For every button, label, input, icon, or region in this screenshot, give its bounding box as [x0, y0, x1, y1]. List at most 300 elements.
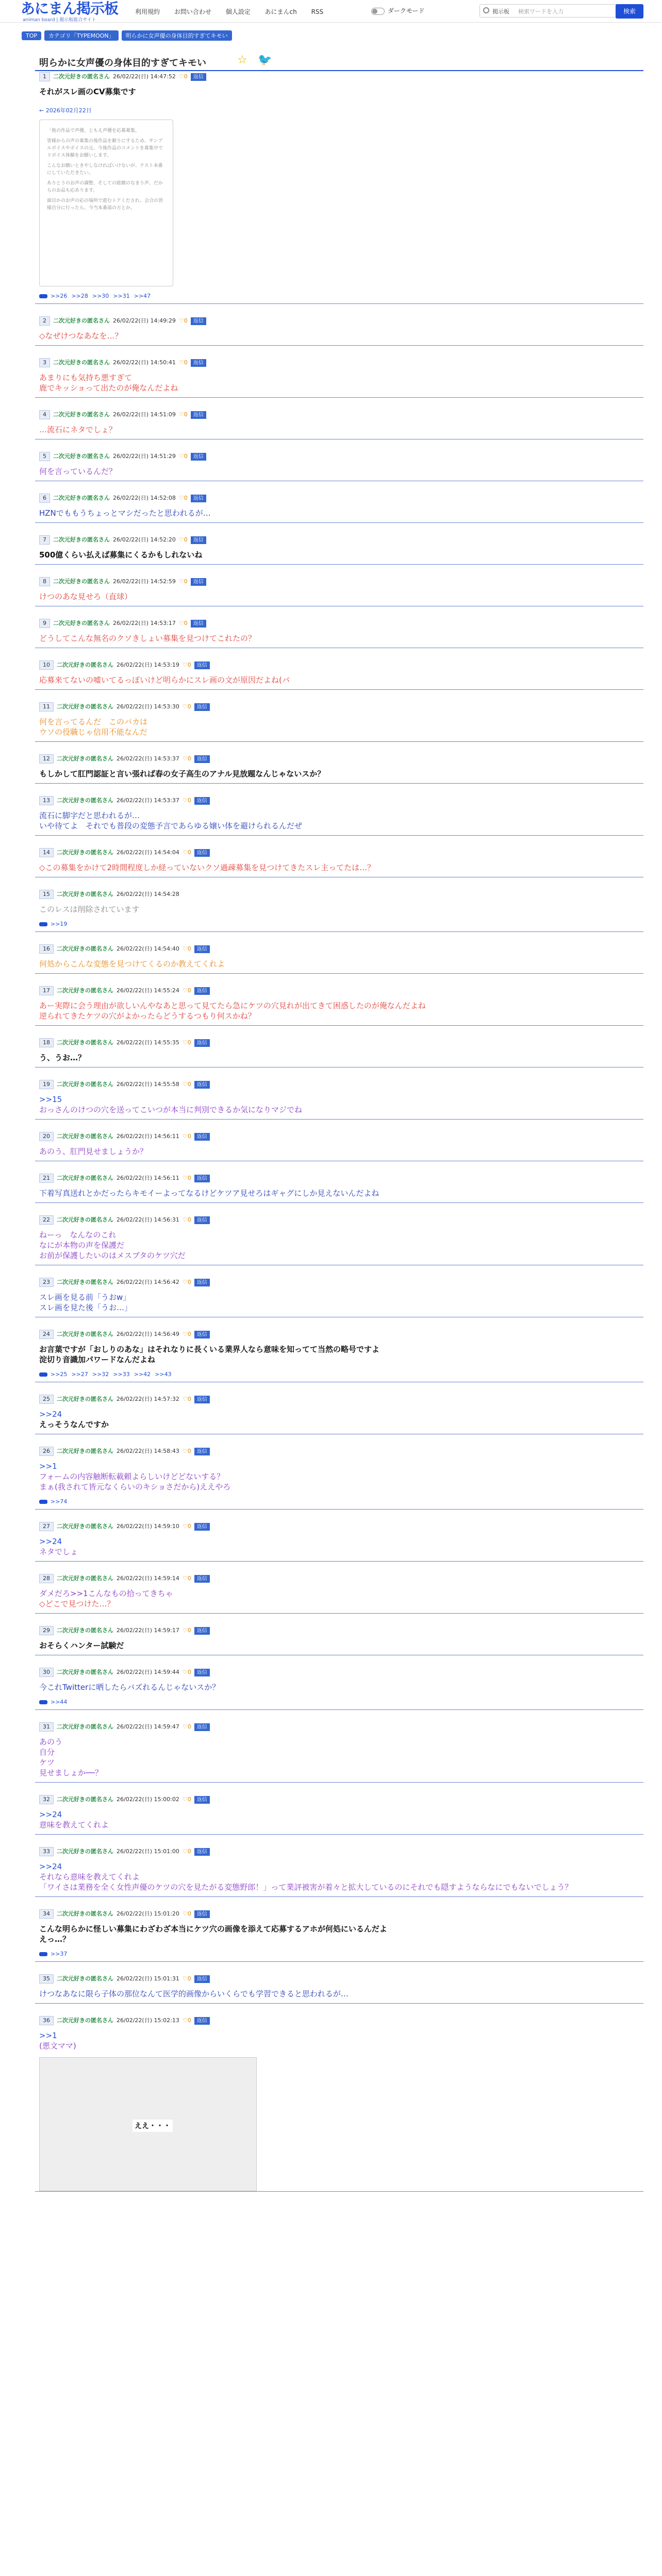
- good-count[interactable]: [183, 755, 191, 762]
- toggle-switch-icon[interactable]: [371, 8, 385, 15]
- poster-name: 二次元好きの匿名さん: [57, 987, 113, 994]
- post-body: [35, 859, 643, 877]
- heart-icon: ♡: [182, 755, 188, 762]
- post-number[interactable]: 30: [39, 1668, 54, 1677]
- post-number[interactable]: 8: [39, 577, 50, 586]
- post-header: [35, 493, 643, 505]
- post-number[interactable]: 15: [39, 890, 54, 899]
- reply-link[interactable]: >>37: [51, 1951, 68, 1957]
- heart-icon: ♡: [182, 1279, 188, 1285]
- reply-button[interactable]: 返信: [194, 1175, 210, 1182]
- post-line: 「ワイさは業務を全く女性声優のケツの穴を見たがる変態野郎！」って業評被害が着々と拡大しているのにそれでも隠すようならなにでもないでしょう？: [39, 1883, 573, 1892]
- good-count[interactable]: [183, 797, 191, 804]
- good-count[interactable]: [183, 1133, 191, 1140]
- heart-icon: ♡: [182, 1175, 188, 1181]
- post: [35, 1846, 643, 1897]
- good-count[interactable]: [179, 359, 188, 366]
- post-header: [35, 2015, 643, 2027]
- reply-button[interactable]: 返信: [194, 1331, 210, 1338]
- good-count[interactable]: [179, 453, 188, 460]
- nav-contact[interactable]: お問い合わせ: [174, 8, 211, 15]
- search-input[interactable]: 検索ワードを入力: [518, 8, 564, 15]
- good-count[interactable]: [183, 1669, 191, 1675]
- post-date: 26/02/22(日) 14:59:10: [117, 1523, 179, 1530]
- post-number[interactable]: 12: [39, 754, 54, 764]
- good-count[interactable]: [183, 1216, 191, 1223]
- post-date: 26/02/22(日) 14:57:32: [117, 1396, 179, 1402]
- poster-name: 二次元好きの匿名さん: [57, 1331, 113, 1337]
- post: [35, 576, 643, 606]
- post-number[interactable]: 25: [39, 1395, 54, 1404]
- post: [35, 1037, 643, 1067]
- nav-animanch[interactable]: あにまんch: [264, 8, 297, 15]
- reply-button[interactable]: 返信: [194, 2017, 210, 2025]
- good-value: 0: [184, 578, 188, 585]
- good-count[interactable]: [183, 1523, 191, 1530]
- post-number[interactable]: 33: [39, 1847, 54, 1856]
- reply-link[interactable]: >>31: [113, 293, 130, 299]
- post-line: ◇なぜけつなあなを…？: [39, 331, 123, 341]
- post-header: [35, 1037, 643, 1049]
- post-date: 26/02/22(日) 14:47:52: [113, 73, 176, 80]
- poster-name: 二次元好きの匿名さん: [57, 891, 113, 897]
- good-count[interactable]: [183, 849, 191, 856]
- good-count[interactable]: [183, 1575, 191, 1582]
- nav-rss[interactable]: RSS: [311, 8, 324, 15]
- site-logo-subtitle: animan board | 掲示板総合サイト: [23, 18, 96, 23]
- post-line: ◇どこで見つけた…？: [39, 1599, 115, 1608]
- post-body: [35, 1806, 643, 1834]
- post: [35, 1131, 643, 1161]
- reply-link[interactable]: >>30: [92, 293, 109, 299]
- reply-button[interactable]: 返信: [191, 495, 206, 502]
- good-count[interactable]: [183, 1448, 191, 1454]
- post-header: [35, 1625, 643, 1637]
- reply-link[interactable]: >>33: [113, 1371, 130, 1378]
- post-body: [35, 1986, 643, 2003]
- good-count[interactable]: [179, 73, 188, 80]
- post-number[interactable]: 35: [39, 1974, 54, 1984]
- embed-date[interactable]: ← 2026年02月22日: [39, 107, 92, 114]
- reply-arrow-icon: [39, 1372, 47, 1377]
- good-value: 0: [187, 755, 191, 762]
- reply-arrow-icon: [39, 294, 47, 298]
- post-line: スレ画を見た後「うお…」: [39, 1303, 133, 1312]
- good-count[interactable]: [183, 1396, 191, 1402]
- post-body: [35, 766, 643, 783]
- post: [35, 985, 643, 1026]
- good-count[interactable]: [179, 317, 188, 324]
- post-number[interactable]: 24: [39, 1330, 54, 1339]
- reply-button[interactable]: 返信: [191, 317, 206, 325]
- poster-name: 二次元好きの匿名さん: [57, 1975, 113, 1982]
- post-number[interactable]: 3: [39, 358, 50, 367]
- poster-name: 二次元好きの匿名さん: [53, 411, 110, 418]
- post-line: あまりにも気持ち悪すぎて: [39, 373, 133, 382]
- post-body: [35, 328, 643, 345]
- post-number[interactable]: 13: [39, 796, 54, 805]
- post: [35, 1277, 643, 1317]
- post-header: [35, 1973, 643, 1986]
- post-date: 26/02/22(日) 14:59:14: [117, 1575, 179, 1582]
- site-logo[interactable]: あにまん掲示板: [21, 0, 119, 17]
- post-date: 26/02/22(日) 14:59:47: [117, 1723, 179, 1730]
- reply-button[interactable]: 返信: [191, 536, 206, 544]
- good-count[interactable]: [183, 703, 191, 710]
- post-number[interactable]: 21: [39, 1174, 54, 1183]
- post-date: 26/02/22(日) 14:58:43: [117, 1448, 179, 1454]
- good-value: 0: [184, 359, 188, 366]
- good-count[interactable]: [179, 495, 188, 501]
- post-number[interactable]: 9: [39, 619, 50, 628]
- post-number[interactable]: 28: [39, 1574, 54, 1583]
- reply-button[interactable]: 返信: [191, 359, 206, 367]
- breadcrumb-thread[interactable]: 明らかに女声優の身体目的すぎてキモい: [122, 30, 232, 41]
- post-line: 何処からこんな変態を見つけてくるのか教えてくれよ: [39, 959, 225, 969]
- post-body: [35, 463, 643, 481]
- reply-button[interactable]: 返信: [194, 1848, 210, 1856]
- search-button[interactable]: 検索: [616, 4, 643, 19]
- poster-name: 二次元好きの匿名さん: [57, 945, 113, 952]
- post-number[interactable]: 23: [39, 1278, 54, 1287]
- post-number[interactable]: 7: [39, 535, 50, 545]
- good-count[interactable]: [183, 1331, 191, 1337]
- post-number[interactable]: 36: [39, 2016, 54, 2025]
- heart-icon: ♡: [178, 317, 184, 324]
- post-number[interactable]: 17: [39, 986, 54, 995]
- post-header: [35, 1394, 643, 1406]
- reply-link[interactable]: >>25: [51, 1371, 68, 1378]
- good-count[interactable]: [183, 1723, 191, 1730]
- reply-button[interactable]: 返信: [194, 1669, 210, 1676]
- reply-button[interactable]: 返信: [194, 945, 210, 953]
- poster-name: 二次元好きの匿名さん: [53, 453, 110, 460]
- post-body: [35, 901, 643, 919]
- good-count[interactable]: [183, 987, 191, 994]
- reply-button[interactable]: 返信: [194, 1627, 210, 1635]
- post-line: もしかして肛門認証と言い張れば春の女子高生のアナル見放題なんじゃないスか？: [39, 769, 325, 778]
- good-count[interactable]: [179, 578, 188, 585]
- poster-name: 二次元好きの匿名さん: [57, 1039, 113, 1046]
- poster-name: 二次元好きの匿名さん: [57, 1669, 113, 1675]
- good-count[interactable]: [183, 2017, 191, 2024]
- post-number[interactable]: 18: [39, 1038, 54, 1047]
- search-box[interactable]: [479, 4, 629, 18]
- post-date: 26/02/22(日) 14:56:11: [117, 1175, 179, 1181]
- post-line[interactable]: >>15: [39, 1095, 62, 1104]
- good-count[interactable]: [183, 1796, 191, 1803]
- reply-button[interactable]: 返信: [194, 797, 210, 805]
- post-line: 自分: [39, 1748, 55, 1757]
- good-count[interactable]: [183, 1039, 191, 1046]
- post: [35, 1173, 643, 1203]
- reply-link[interactable]: >>47: [134, 293, 151, 299]
- good-value: 0: [187, 1279, 191, 1285]
- post-body: [35, 547, 643, 564]
- post-header: [35, 795, 643, 807]
- post-number[interactable]: 6: [39, 494, 50, 503]
- reply-button[interactable]: 返信: [194, 1216, 210, 1224]
- good-count[interactable]: [183, 1848, 191, 1855]
- good-value: 0: [187, 1848, 191, 1855]
- reply-button[interactable]: 返信: [194, 703, 210, 711]
- post-line: おそらくハンター試験だ: [39, 1641, 124, 1650]
- search-icon: [483, 7, 489, 13]
- good-count[interactable]: [179, 620, 188, 626]
- embed-line: 面目かのお声の応の場所で遊むトアくだされ、会合の皆様自分に行ったら、今当本番部の方とか。: [47, 198, 163, 211]
- heart-icon: ♡: [182, 1575, 188, 1582]
- reply-button[interactable]: 返信: [191, 411, 206, 419]
- breadcrumb: [22, 30, 235, 41]
- poster-name: 二次元好きの匿名さん: [57, 1627, 113, 1634]
- poster-name: 二次元好きの匿名さん: [57, 1396, 113, 1402]
- post: [35, 1794, 643, 1835]
- good-value: 0: [187, 1627, 191, 1634]
- post: [35, 1973, 643, 2004]
- post: [35, 1721, 643, 1783]
- good-value: 0: [187, 1175, 191, 1181]
- good-count[interactable]: [183, 1081, 191, 1088]
- breadcrumb-top[interactable]: TOP: [22, 31, 41, 40]
- good-count[interactable]: [183, 1627, 191, 1634]
- post-body: [35, 421, 643, 439]
- post-number[interactable]: 5: [39, 452, 50, 461]
- post-header: [35, 1846, 643, 1858]
- post-number[interactable]: 4: [39, 410, 50, 419]
- reply-link[interactable]: >>43: [155, 1371, 172, 1378]
- good-value: 0: [187, 1669, 191, 1675]
- post: [35, 357, 643, 398]
- heart-icon: ♡: [182, 1627, 188, 1634]
- thread-title-row: [35, 46, 643, 71]
- reply-button[interactable]: 返信: [194, 1039, 210, 1047]
- post: [35, 943, 643, 974]
- heart-icon: ♡: [178, 453, 184, 460]
- embedded-post-card[interactable]: [39, 120, 173, 286]
- post-header: [35, 889, 643, 901]
- nav-settings[interactable]: 個人設定: [225, 8, 251, 15]
- post-number[interactable]: 34: [39, 1909, 54, 1919]
- reply-button[interactable]: 返信: [191, 578, 206, 586]
- heart-icon: ♡: [182, 1216, 188, 1223]
- post-date: 26/02/22(日) 14:55:24: [117, 987, 179, 994]
- post-body: [35, 714, 643, 741]
- good-value: 0: [184, 536, 188, 543]
- good-count[interactable]: [183, 662, 191, 668]
- post-number[interactable]: 20: [39, 1132, 54, 1141]
- post-body: [35, 997, 643, 1025]
- good-value: 0: [184, 73, 188, 80]
- good-count[interactable]: [179, 411, 188, 418]
- post-line[interactable]: >>24: [39, 1810, 62, 1819]
- post: [35, 1214, 643, 1265]
- reply-button[interactable]: 返信: [194, 849, 210, 857]
- dark-mode-toggle[interactable]: [371, 6, 425, 15]
- poster-name: 二次元好きの匿名さん: [53, 620, 110, 626]
- post-image[interactable]: [39, 2057, 257, 2191]
- reply-button[interactable]: 返信: [194, 987, 210, 995]
- good-count[interactable]: [179, 536, 188, 543]
- post-header: [35, 534, 643, 547]
- search-scope[interactable]: 掲示板: [492, 8, 509, 15]
- good-count[interactable]: [183, 945, 191, 952]
- good-value: 0: [187, 1796, 191, 1803]
- reply-button[interactable]: 返信: [194, 1396, 210, 1403]
- reply-link[interactable]: >>32: [92, 1371, 109, 1378]
- heart-icon: ♡: [182, 849, 188, 856]
- post-line: 何を言っているんだ？: [39, 467, 117, 476]
- reply-link[interactable]: >>26: [51, 293, 68, 299]
- post-body: [35, 1406, 643, 1434]
- post-line: 下着写真送れとかだったらキモイーよってなるけどケツア見せろはギャグにしか見えないんだよね: [39, 1189, 379, 1198]
- reply-link[interactable]: >>74: [51, 1498, 68, 1505]
- reply-button[interactable]: 返信: [194, 1796, 210, 1804]
- reply-button[interactable]: 返信: [194, 1575, 210, 1583]
- poster-name: 二次元好きの匿名さん: [57, 1175, 113, 1181]
- post-number[interactable]: 16: [39, 944, 54, 954]
- post-body: [35, 672, 643, 689]
- twitter-icon[interactable]: 🐦: [258, 54, 272, 66]
- post-date: 26/02/22(日) 14:50:41: [113, 359, 176, 366]
- reply-link[interactable]: >>19: [51, 921, 68, 927]
- poster-name: 二次元好きの匿名さん: [53, 536, 110, 543]
- reply-button[interactable]: 返信: [194, 755, 210, 763]
- post-line[interactable]: >>24: [39, 1862, 62, 1871]
- post: [35, 451, 643, 481]
- post-body: [35, 505, 643, 522]
- post-header: [35, 1131, 643, 1143]
- reply-button[interactable]: 返信: [194, 662, 210, 669]
- reply-link[interactable]: >>27: [71, 1371, 88, 1378]
- post: [35, 1908, 643, 1962]
- post-line: 逆られてきたケツの穴がよかったらどうするつもり何スかね？: [39, 1011, 256, 1021]
- poster-name: 二次元好きの匿名さん: [57, 797, 113, 804]
- post-line[interactable]: >>24: [39, 1410, 62, 1419]
- post-header: [35, 1908, 643, 1921]
- post-header: [35, 409, 643, 421]
- post-number[interactable]: 29: [39, 1626, 54, 1635]
- post-number[interactable]: 10: [39, 660, 54, 670]
- post-line: お前が保護したいのはメスブタのケツ穴だ: [39, 1251, 186, 1260]
- reply-links: [35, 919, 643, 931]
- site-header: [0, 0, 662, 23]
- reply-link[interactable]: >>28: [71, 293, 88, 299]
- reply-button[interactable]: 返信: [194, 1279, 210, 1286]
- post-number[interactable]: 1: [39, 72, 50, 81]
- reply-link[interactable]: >>42: [134, 1371, 151, 1378]
- post-date: 26/02/22(日) 14:55:35: [117, 1039, 179, 1046]
- good-count[interactable]: [183, 1175, 191, 1181]
- post-body: [35, 807, 643, 835]
- good-count[interactable]: [183, 1910, 191, 1917]
- good-count[interactable]: [183, 1279, 191, 1285]
- post: [35, 701, 643, 742]
- reply-button[interactable]: 返信: [194, 1975, 210, 1983]
- reply-button[interactable]: 返信: [191, 453, 206, 461]
- post-number[interactable]: 32: [39, 1795, 54, 1804]
- heart-icon: ♡: [182, 1723, 188, 1730]
- poster-name: 二次元好きの匿名さん: [53, 495, 110, 501]
- post-body: [35, 1227, 643, 1265]
- post-number[interactable]: 31: [39, 1722, 54, 1732]
- post-line[interactable]: >>24: [39, 1537, 62, 1546]
- heart-icon: ♡: [178, 411, 184, 418]
- post-number[interactable]: 27: [39, 1522, 54, 1531]
- good-value: 0: [187, 1975, 191, 1982]
- reply-button[interactable]: 返信: [194, 1523, 210, 1531]
- post: [35, 493, 643, 523]
- post-header: [35, 1521, 643, 1533]
- post-number[interactable]: 11: [39, 702, 54, 711]
- post-number[interactable]: 22: [39, 1215, 54, 1225]
- good-value: 0: [187, 1133, 191, 1140]
- star-icon[interactable]: ☆: [237, 54, 247, 66]
- post-date: 26/02/22(日) 15:01:20: [117, 1910, 179, 1917]
- post: [35, 1394, 643, 1434]
- post-line: う、うお…？: [39, 1053, 86, 1062]
- post-body: [35, 1458, 643, 1496]
- post-number[interactable]: 19: [39, 1080, 54, 1089]
- reply-button[interactable]: 返信: [191, 73, 206, 81]
- breadcrumb-category[interactable]: カテゴリ「TYPEMOON」: [44, 30, 119, 41]
- nav-terms[interactable]: 利用規約: [135, 8, 160, 15]
- good-value: 0: [187, 662, 191, 668]
- post: [35, 1079, 643, 1120]
- heart-icon: ♡: [178, 495, 184, 501]
- post: [35, 1625, 643, 1655]
- reply-button[interactable]: 返信: [194, 1723, 210, 1731]
- heart-icon: ♡: [178, 536, 184, 543]
- post-line[interactable]: >>1: [39, 2031, 57, 2040]
- post-date: 26/02/22(日) 14:59:17: [117, 1627, 179, 1634]
- post-date: 26/02/22(日) 15:00:02: [117, 1796, 179, 1803]
- post-date: 26/02/22(日) 14:56:11: [117, 1133, 179, 1140]
- post-number[interactable]: 14: [39, 848, 54, 857]
- poster-name: 二次元好きの匿名さん: [57, 849, 113, 856]
- poster-name: 二次元好きの匿名さん: [57, 755, 113, 762]
- post-line: けつなあなに限ら子体の那位なんて医学的画像からいくらでも学習できると思われるが…: [39, 1989, 349, 1998]
- good-value: 0: [187, 849, 191, 856]
- embed-line: こんなお願いときやしなければいけないが、テスト本番にしていただきたい。: [47, 163, 163, 176]
- post-body: [35, 1289, 643, 1317]
- reply-button[interactable]: 返信: [191, 620, 206, 628]
- post-date: 26/02/22(日) 14:54:04: [117, 849, 179, 856]
- post-line[interactable]: >>1: [39, 1462, 57, 1471]
- post-body: [35, 956, 643, 973]
- good-count[interactable]: [183, 1975, 191, 1982]
- reply-button[interactable]: 返信: [194, 1910, 210, 1918]
- post-line: いや待てよ それでも普段の変態予言であらゆる嬢い体を避けられるんだぜ: [39, 821, 303, 831]
- post-header: [35, 618, 643, 630]
- good-value: 0: [187, 987, 191, 994]
- reply-button[interactable]: 返信: [194, 1081, 210, 1089]
- post-number[interactable]: 2: [39, 316, 50, 326]
- post-line: (悪文ママ): [39, 2041, 76, 2050]
- heart-icon: ♡: [182, 1448, 188, 1454]
- post-line: おっさんのけつの穴を送ってこいつが本当に判別できるか気になりマジでね: [39, 1105, 303, 1114]
- reply-links: [35, 1697, 643, 1709]
- reply-button[interactable]: 返信: [194, 1133, 210, 1141]
- post-line: ケツ: [39, 1758, 55, 1767]
- good-value: 0: [187, 1723, 191, 1730]
- post-body: [35, 1533, 643, 1561]
- post-number[interactable]: 26: [39, 1447, 54, 1456]
- reply-link[interactable]: >>44: [51, 1699, 68, 1705]
- reply-button[interactable]: 返信: [194, 1448, 210, 1455]
- post-body: [35, 369, 643, 397]
- post-body: [35, 588, 643, 606]
- post-date: 26/02/22(日) 14:52:59: [113, 578, 176, 585]
